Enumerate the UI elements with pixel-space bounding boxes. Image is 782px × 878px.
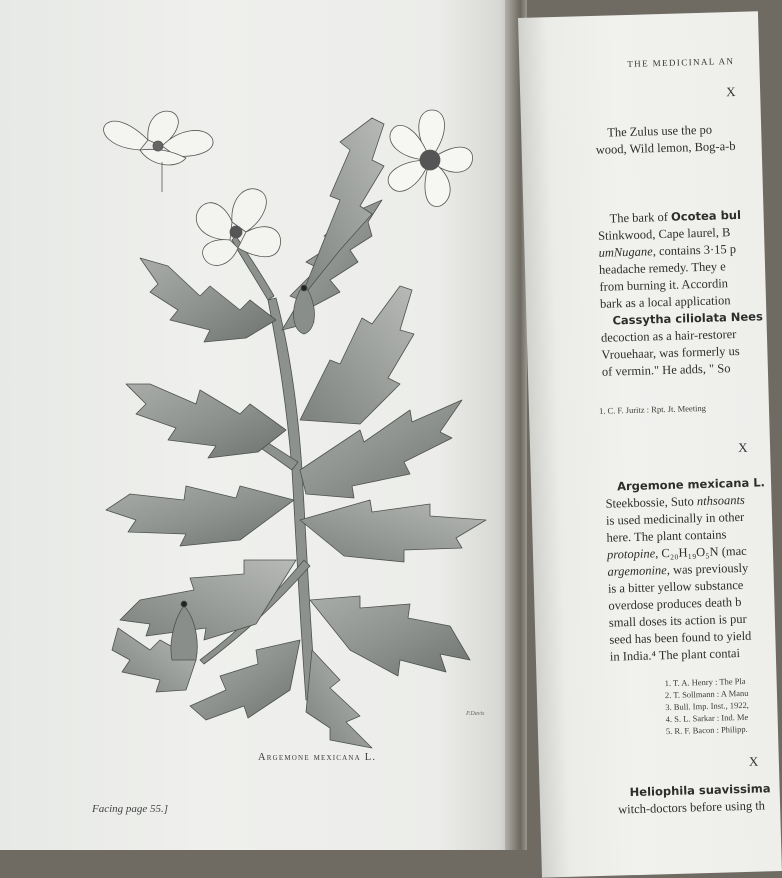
flower-detail-side	[104, 111, 213, 192]
section-mark: X	[748, 753, 759, 769]
text-line: protopine, C₂₀H₁₉O₅N (mac	[606, 543, 747, 562]
text-line: Steekbossie, Suto nthsoants	[605, 492, 746, 511]
text-line: here. The plant contains	[606, 527, 727, 545]
text-line: in India.⁴ The plant contai	[609, 646, 741, 664]
text-line: Cassytha ciliolata Nees	[612, 309, 764, 328]
flower-bud	[294, 290, 315, 334]
footnote: 4. S. L. Sarkar : Ind. Me	[665, 711, 749, 725]
footnote: 5. R. F. Bacon : Philipp.	[665, 723, 748, 737]
running-head: THE MEDICINAL AN	[627, 55, 735, 69]
text-line: of vermin." He adds, " So	[601, 361, 731, 379]
text-line: Heliophila suavissima	[629, 781, 771, 800]
text-line: from burning it. Accordin	[599, 276, 729, 294]
text-line: is used medicinally in other	[605, 509, 745, 528]
footnote: 2. T. Sollmann : A Manu	[664, 687, 749, 701]
plate-caption: Argemone mexicana L.	[258, 752, 377, 763]
section-mark: X	[725, 83, 736, 100]
text-line: umNugane, contains 3·15 p	[598, 242, 737, 260]
leaf	[120, 560, 296, 640]
leaf	[126, 384, 286, 458]
footnote: 3. Bull. Imp. Inst., 1922,	[665, 699, 750, 713]
text-line: argemonine, was previously	[607, 560, 749, 579]
right-page-text	[518, 11, 782, 877]
leaf	[300, 500, 486, 562]
footnote: 1. C. F. Juritz : Rpt. Jt. Meeting	[598, 402, 707, 416]
flower-detail-top	[388, 110, 473, 207]
text-line: overdose produces death b	[608, 594, 742, 613]
illustrator-signature: P.Davis	[466, 711, 485, 717]
leaf	[310, 596, 470, 676]
section-mark: X	[737, 439, 748, 456]
leaf	[190, 640, 300, 720]
text-line: Stinkwood, Cape laurel, B	[597, 225, 731, 243]
text-line: headache remedy. They e	[598, 259, 726, 277]
top-flower	[196, 189, 280, 266]
text-line: bark as a local application	[599, 293, 731, 311]
text-line: Argemone mexicana L.	[616, 475, 766, 494]
facing-page-note: Facing page 55.]	[92, 803, 169, 815]
footnote: 1. T. A. Henry : The Pla	[664, 675, 746, 689]
text-line: small doses its action is pur	[608, 611, 747, 630]
text-line: decoction as a hair-restorer	[600, 327, 737, 345]
text-line: wood, Wild lemon, Bog-a-b	[595, 138, 736, 157]
text-line: seed has been found to yield	[609, 628, 752, 647]
text-line: The bark of Ocotea bul	[609, 207, 742, 226]
leaf	[106, 486, 294, 546]
text-line: is a bitter yellow substance	[607, 577, 744, 596]
text-line: witch-doctors before using th	[617, 798, 766, 817]
leaf	[306, 650, 372, 748]
text-line: Vrouehaar, was formerly us	[601, 343, 740, 362]
leaf	[300, 286, 414, 424]
text-line: The Zulus use the po	[607, 122, 713, 140]
